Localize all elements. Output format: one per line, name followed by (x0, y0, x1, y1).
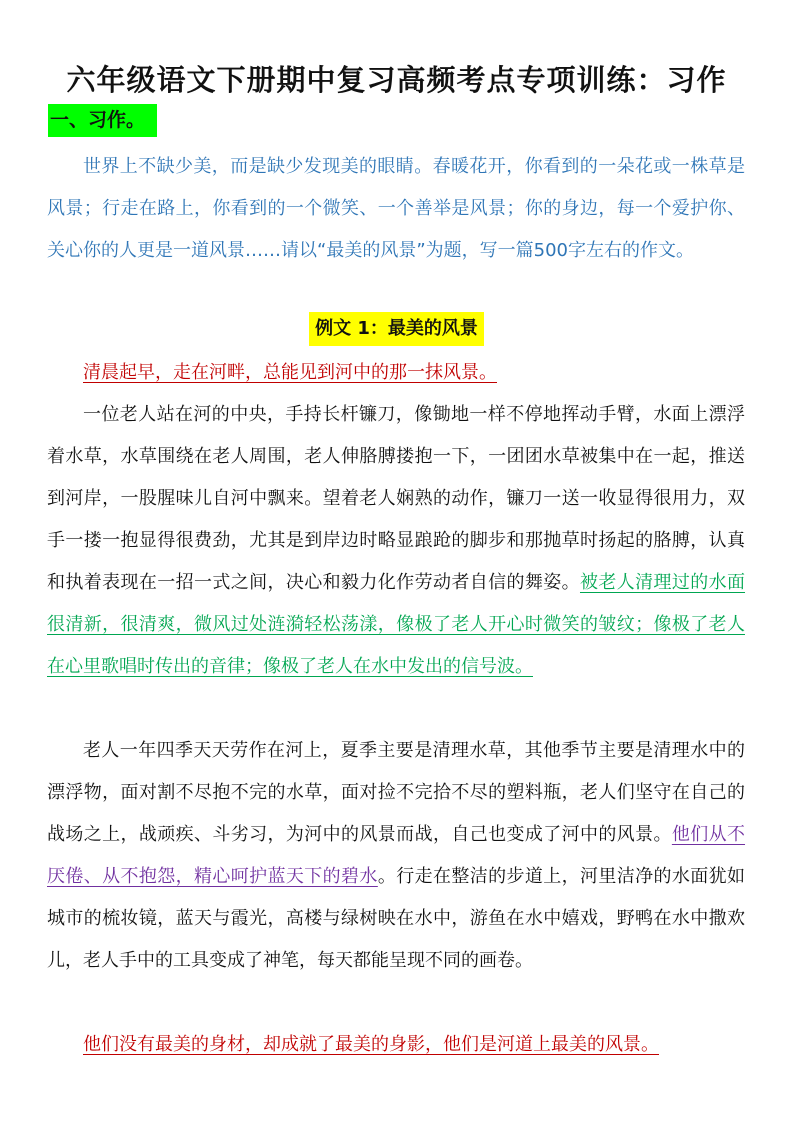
paragraph-1-text: 一位老人站在河的中央，手持长杆镰刀，像锄地一样不停地挥动手臂，水面上漂浮着水草，水草围绕在老人周围，老人伸胳膊搂抱一下，一团团水草被集中在一起，推送到河岸，一股腥味儿自河中飘来。望着老人娴熟的动作，镰刀一送一收显得很用力，双手一搂一抱显得很费劲，尤其是到岸边时略显踉跄的脚步和那抛草时扬起的胳膊，认真和执着表现在一招一式之间，决心和毅力化作劳动者自信的舞姿。 (47, 404, 745, 593)
essay-title: 例文 1：最美的风景 (309, 312, 484, 346)
essay-opening-paragraph (47, 352, 745, 394)
section-label: 一、习作。 (48, 104, 157, 137)
essay-paragraph-1 (47, 394, 745, 688)
paragraph-2-rest: 。行走在整洁的步道上，河里洁净的水面犹如城市的梳妆镜，蓝天与霞光，高楼与绿树映在水中，游鱼在水中嬉戏，野鸭在水中撒欢儿，老人手中的工具变成了神笔，每天都能呈现不同的画卷。 (47, 866, 745, 971)
page-title: 六年级语文下册期中复习高频考点专项训练：习作 (66, 63, 727, 97)
essay-paragraph-2 (47, 730, 745, 982)
paragraph-1-highlight: 被老人清理过的水面很清新，很清爽，微风过处涟漪轻松荡漾，像极了老人开心时微笑的皱纹；像极了老人在心里歌唱时传出的音律；像极了老人在水中发出的信号波。 (47, 572, 746, 677)
closing-sentence: 他们没有最美的身材，却成就了最美的身影，他们是河道上最美的风景。 (83, 1034, 659, 1055)
essay-closing-paragraph (47, 1024, 745, 1066)
opening-sentence: 清晨起早，走在河畔，总能见到河中的那一抹风景。 (83, 362, 497, 383)
paragraph-2-highlight: 他们从不厌倦、从不抱怨，精心呵护蓝天下的碧水 (47, 824, 746, 887)
essay-title-container (0, 312, 793, 346)
paragraph-2-text: 老人一年四季天天劳作在河上，夏季主要是清理水草，其他季节主要是清理水中的漂浮物，面对割不尽抱不完的水草，面对捡不完拾不尽的塑料瓶，老人们坚守在自己的战场之上，战顽疾、斗劣习，为河中的风景而战，自己也变成了河中的风景。 (47, 740, 745, 845)
writing-prompt: 世界上不缺少美，而是缺少发现美的眼睛。春暖花开，你看到的一朵花或一株草是风景；行走在路上，你看到的一个微笑、一个善举是风景；你的身边，每一个爱护你、关心你的人更是一道风景……请以“最美的风景”为题，写一篇500字左右的作文。 (47, 156, 745, 261)
